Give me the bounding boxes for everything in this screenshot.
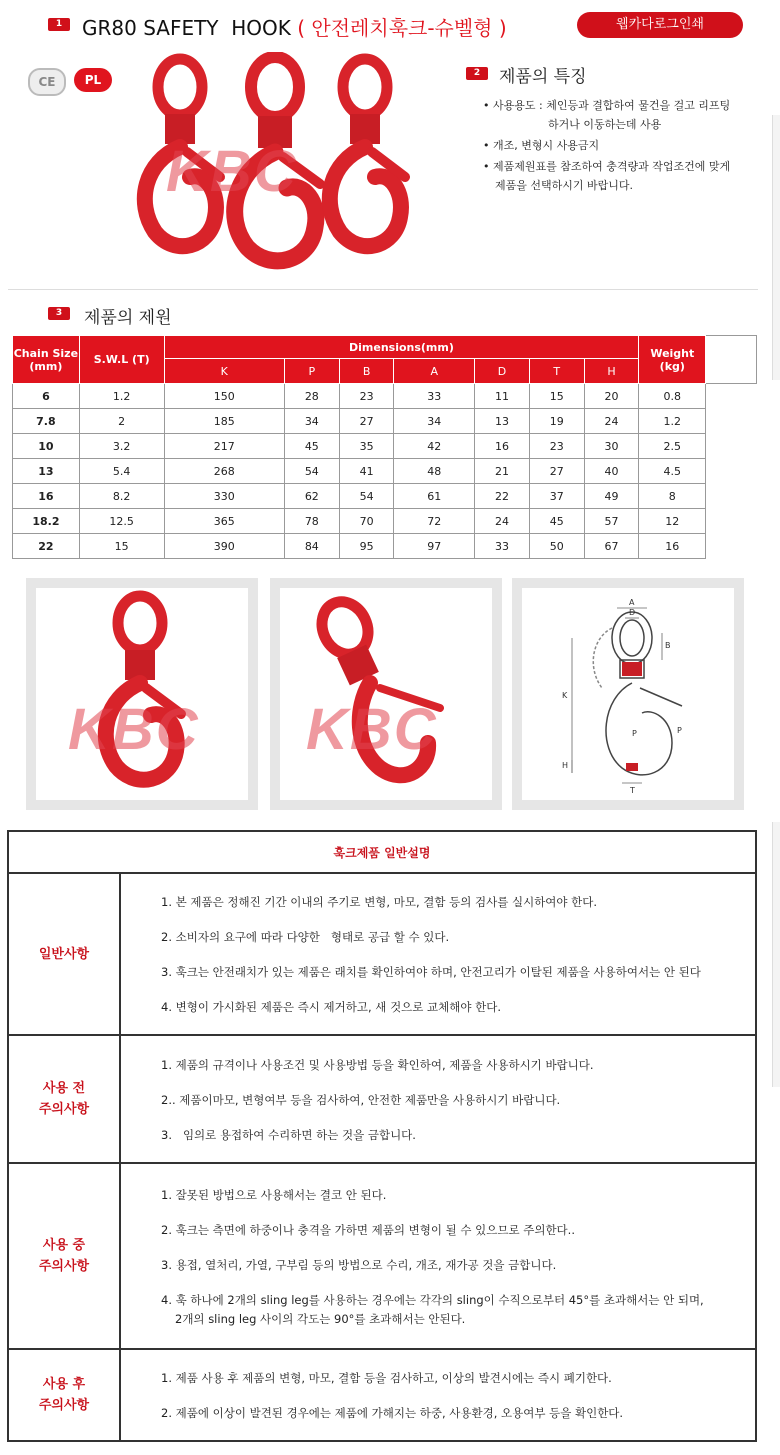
- spec-cell: 72: [394, 509, 475, 534]
- feature-item: • 사용용도 : 체인등과 결합하여 물건을 걸고 리프팅: [483, 99, 731, 112]
- section-badge-1: 1: [48, 18, 70, 31]
- spec-row: [13, 459, 757, 484]
- title-kr: ( 안전레치훅크-슈벨형 ): [297, 16, 507, 40]
- photo-box-front: [26, 578, 258, 810]
- spec-cell: 42: [394, 434, 475, 459]
- spec-cell: 16: [639, 534, 706, 559]
- spec-row: [13, 509, 757, 534]
- spec-cell: 40: [584, 459, 639, 484]
- diagram-label-d: D: [629, 608, 636, 617]
- spec-cell: 23: [339, 384, 394, 409]
- info-table: [7, 830, 757, 1442]
- diagram-label-p2: P: [677, 726, 682, 735]
- spec-cell: 11: [475, 384, 530, 409]
- spec-cell: 61: [394, 484, 475, 509]
- page-title: [82, 12, 507, 41]
- hook-open-image: [280, 588, 492, 800]
- side-scrollbar-1[interactable]: [772, 115, 780, 380]
- spec-cell: 4.5: [639, 459, 706, 484]
- info-item: 2. 제품에 이상이 발견된 경우에는 제품에 가해지는 하중, 사용환경, 오용여부 등을 확인한다.: [161, 1406, 624, 1420]
- spec-cell: 27: [339, 409, 394, 434]
- spec-cell: 78: [284, 509, 339, 534]
- spec-cell: 70: [339, 509, 394, 534]
- spec-cell: 15: [79, 534, 164, 559]
- spec-cell: 3.2: [79, 434, 164, 459]
- feature-item: 제품을 선택하시기 바랍니다.: [495, 179, 634, 192]
- spec-cell: 49: [584, 484, 639, 509]
- watermark: KBC: [166, 139, 298, 204]
- spec-cell-chain-size: 10: [13, 434, 80, 459]
- spec-cell: 21: [475, 459, 530, 484]
- info-item: 2개의 sling leg 사이의 각도는 90°를 초과해서는 안된다.: [175, 1311, 466, 1326]
- feature-item: • 개조, 변형시 사용금지: [483, 139, 600, 152]
- spec-cell: 30: [584, 434, 639, 459]
- spec-cell: 2.5: [639, 434, 706, 459]
- watermark: KBC: [68, 697, 200, 762]
- info-item: 4. 훅 하나에 2개의 sling leg를 사용하는 경우에는 각각의 sling이 수직으로부터 45°를 초과해서는 안 되며,: [161, 1292, 704, 1307]
- spec-cell: 57: [584, 509, 639, 534]
- spec-cell: 8: [639, 484, 706, 509]
- spec-cell: 5.4: [79, 459, 164, 484]
- divider: [8, 289, 758, 290]
- info-item: 1. 본 제품은 정해진 기간 이내의 주기로 변형, 마모, 결함 등의 검사를 실시하여야 한다.: [161, 895, 598, 909]
- spec-cell: 33: [475, 534, 530, 559]
- info-body-before-use: [120, 1035, 756, 1163]
- photo-box-open: [270, 578, 502, 810]
- spec-cell-chain-size: 22: [13, 534, 80, 559]
- info-item: 1. 제품의 규격이나 사용조건 및 사용방법 등을 확인하여, 제품을 사용하시기 바랍니다.: [161, 1057, 594, 1072]
- info-item: 2. 훅크는 측면에 하중이나 충격을 가하면 제품의 변형이 될 수 있으므로 주의한다..: [161, 1222, 575, 1237]
- spec-row: [13, 384, 757, 409]
- col-h: H: [584, 359, 639, 384]
- info-label-general: 일반사항: [8, 873, 120, 1035]
- info-body-after-use: [120, 1349, 756, 1441]
- spec-cell: 8.2: [79, 484, 164, 509]
- spec-cell: 48: [394, 459, 475, 484]
- spec-cell: 365: [164, 509, 284, 534]
- spec-cell: 268: [164, 459, 284, 484]
- section-badge-3: 3: [48, 307, 70, 320]
- spec-cell: 54: [339, 484, 394, 509]
- info-label-during-use: 사용 중 주의사항: [8, 1163, 120, 1349]
- title-en: GR80 SAFETY HOOK: [82, 16, 291, 40]
- spec-cell-chain-size: 13: [13, 459, 80, 484]
- spec-row: [13, 534, 757, 559]
- col-swl: S.W.L (T): [79, 336, 164, 384]
- spec-cell: 13: [475, 409, 530, 434]
- spec-cell: 23: [529, 434, 584, 459]
- spec-cell: 20: [584, 384, 639, 409]
- spec-cell: 35: [339, 434, 394, 459]
- col-a: A: [394, 359, 475, 384]
- spec-cell: 37: [529, 484, 584, 509]
- spec-cell: 22: [475, 484, 530, 509]
- spec-cell: 150: [164, 384, 284, 409]
- features-list: [483, 96, 763, 197]
- info-item: 3. 임의로 용접하여 수리하면 하는 것을 금합니다.: [161, 1127, 416, 1142]
- spec-cell-chain-size: 6: [13, 384, 80, 409]
- spec-cell-chain-size: 7.8: [13, 409, 80, 434]
- spec-cell: 2: [79, 409, 164, 434]
- feature-item: • 제품제원표를 참조하여 충격량과 작업조건에 맞게: [483, 160, 731, 173]
- spec-cell: 24: [475, 509, 530, 534]
- features-title: 제품의 특징: [499, 67, 587, 87]
- spec-cell: 45: [529, 509, 584, 534]
- spec-cell-chain-size: 18.2: [13, 509, 80, 534]
- spec-cell-chain-size: 16: [13, 484, 80, 509]
- col-k: K: [164, 359, 284, 384]
- info-item: 3. 용접, 열처리, 가열, 구부림 등의 방법으로 수리, 개조, 재가공 것을 금합니다.: [161, 1257, 557, 1272]
- spec-row: [13, 434, 757, 459]
- col-weight: Weight (kg): [639, 336, 706, 384]
- spec-cell: 28: [284, 384, 339, 409]
- info-item: 2.. 제품이마모, 변형여부 등을 검사하여, 안전한 제품만을 사용하시기 바랍니다.: [161, 1092, 561, 1107]
- spec-cell: 1.2: [79, 384, 164, 409]
- spec-cell: 16: [475, 434, 530, 459]
- watermark: KBC: [306, 697, 438, 762]
- spec-table: [12, 335, 757, 559]
- spec-cell: 50: [529, 534, 584, 559]
- info-item: 4. 변형이 가시화된 제품은 즉시 제거하고, 새 것으로 교체해야 한다.: [161, 1000, 502, 1014]
- col-p: P: [284, 359, 339, 384]
- diagram-label-k: K: [562, 691, 568, 700]
- spec-cell: 34: [284, 409, 339, 434]
- spec-cell: 15: [529, 384, 584, 409]
- ce-logo: CE: [28, 68, 66, 96]
- hook-front-image: [36, 588, 248, 800]
- spec-cell: 27: [529, 459, 584, 484]
- col-d: D: [475, 359, 530, 384]
- photo-box-diagram: [512, 578, 744, 810]
- spec-cell: 217: [164, 434, 284, 459]
- spec-cell: 45: [284, 434, 339, 459]
- spec-table-spacer: [706, 336, 757, 384]
- spec-row: [13, 484, 757, 509]
- spec-cell: 67: [584, 534, 639, 559]
- section-badge-2: 2: [466, 67, 488, 80]
- info-title: 훅크제품 일반설명: [8, 831, 756, 873]
- info-item: 1. 잘못된 방법으로 사용해서는 결코 안 된다.: [161, 1187, 387, 1202]
- diagram-label-b: B: [665, 641, 671, 650]
- catalog-print-button[interactable]: 웹카다로그인쇄: [577, 12, 743, 38]
- pl-logo: PL: [74, 68, 112, 92]
- info-item: 3. 훅크는 안전래치가 있는 제품은 래치를 확인하여야 하며, 안전고리가 이탈된 제품을 사용하여서는 안 된다: [161, 965, 701, 979]
- col-b: B: [339, 359, 394, 384]
- info-item: 2. 소비자의 요구에 따라 다양한 형태로 공급 할 수 있다.: [161, 930, 450, 944]
- info-label-after-use: 사용 후 주의사항: [8, 1349, 120, 1441]
- spec-cell: 185: [164, 409, 284, 434]
- diagram-label-t: T: [630, 786, 635, 795]
- spec-cell: 24: [584, 409, 639, 434]
- spec-cell: 97: [394, 534, 475, 559]
- spec-title: 제품의 제원: [84, 308, 172, 328]
- info-item: 1. 제품 사용 후 제품의 변형, 마모, 결함 등을 검사하고, 이상의 발견시에는 즉시 폐기한다.: [161, 1371, 612, 1385]
- col-t: T: [529, 359, 584, 384]
- spec-cell: 0.8: [639, 384, 706, 409]
- col-chain-size: Chain Size (mm): [13, 336, 80, 384]
- spec-cell: 34: [394, 409, 475, 434]
- col-dimensions: Dimensions(mm): [164, 336, 639, 359]
- spec-cell: 12: [639, 509, 706, 534]
- spec-cell: 33: [394, 384, 475, 409]
- spec-cell: 1.2: [639, 409, 706, 434]
- side-scrollbar-2[interactable]: [772, 822, 780, 1087]
- info-body-general: [120, 873, 756, 1035]
- info-body-during-use: [120, 1163, 756, 1349]
- spec-cell: 12.5: [79, 509, 164, 534]
- spec-cell: 19: [529, 409, 584, 434]
- spec-cell: 390: [164, 534, 284, 559]
- hook-dimension-diagram: [522, 588, 734, 800]
- spec-cell: 41: [339, 459, 394, 484]
- info-label-before-use: 사용 전 주의사항: [8, 1035, 120, 1163]
- diagram-label-h: H: [562, 761, 569, 770]
- spec-cell: 95: [339, 534, 394, 559]
- spec-cell: 330: [164, 484, 284, 509]
- diagram-label-a: A: [629, 598, 635, 607]
- spec-cell: 84: [284, 534, 339, 559]
- diagram-label-p1: P: [632, 729, 637, 738]
- spec-cell: 62: [284, 484, 339, 509]
- spec-cell: 54: [284, 459, 339, 484]
- feature-item: 하거나 이동하는데 사용: [548, 118, 662, 131]
- spec-row: [13, 409, 757, 434]
